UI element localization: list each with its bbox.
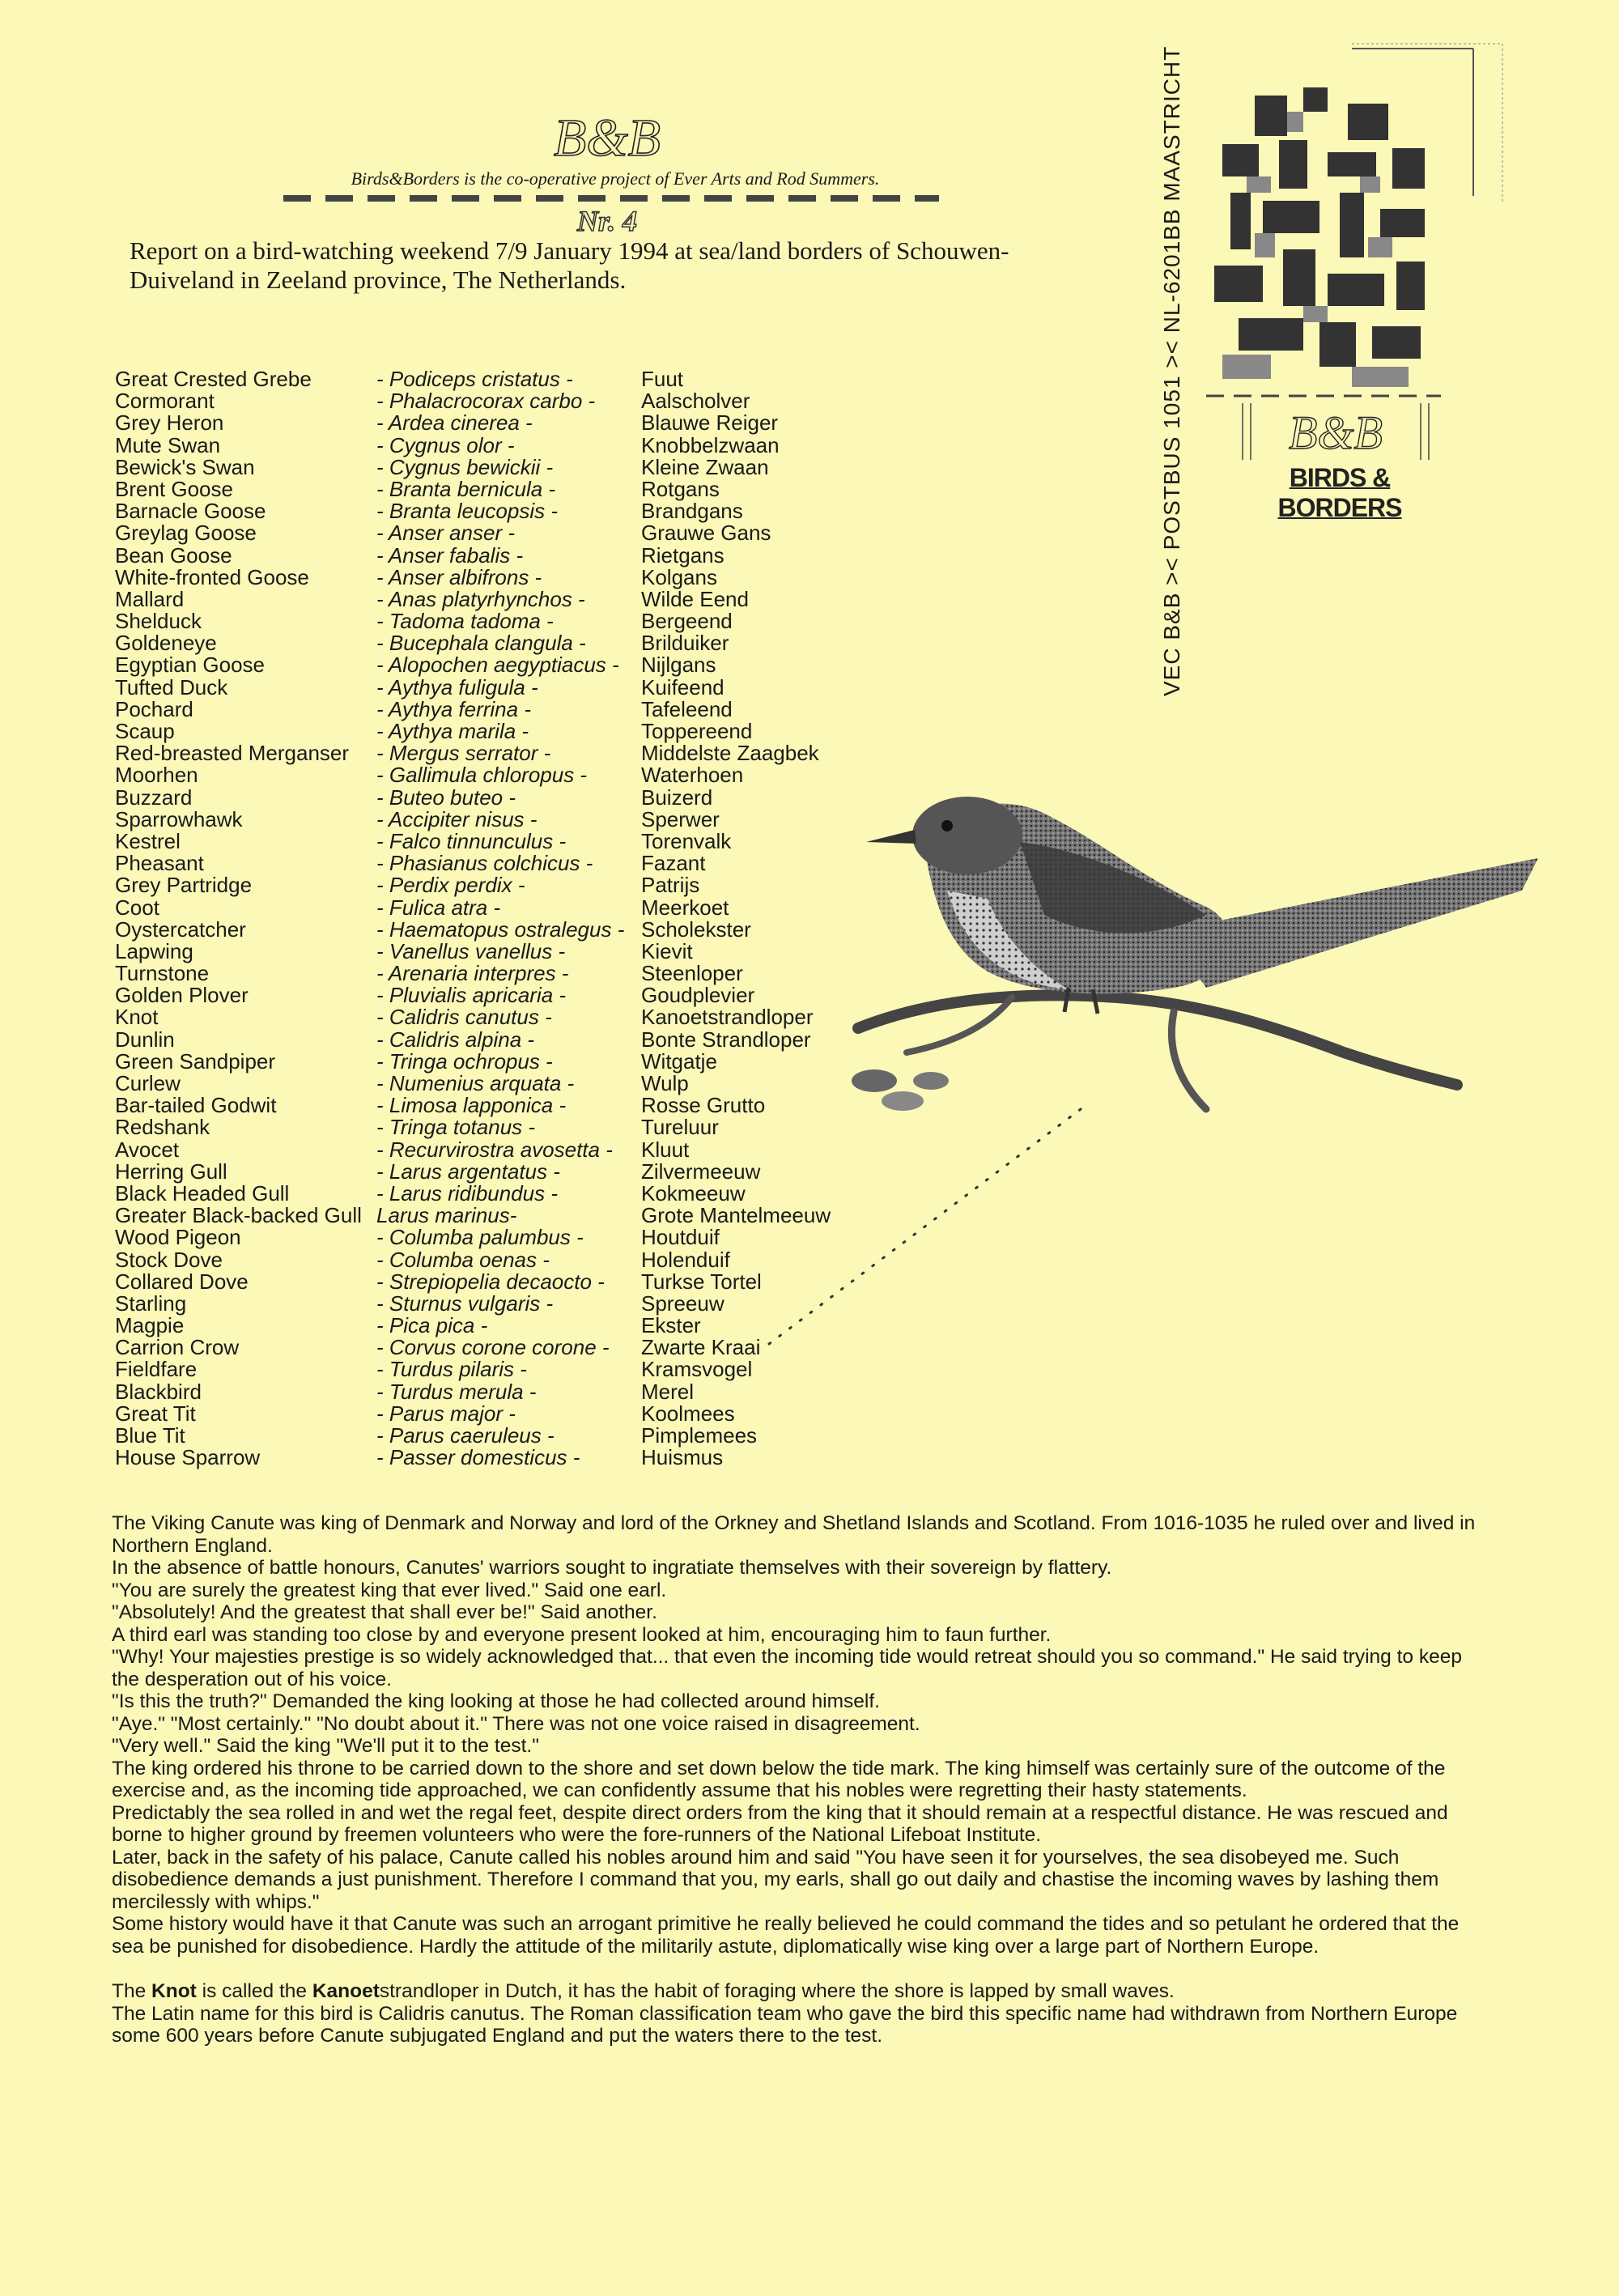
species-row (115, 368, 924, 390)
dutch-name: Brandgans (641, 499, 743, 524)
latin-name: - Aythya ferrina - (376, 696, 531, 721)
dutch-name: Bergeend (641, 609, 733, 634)
latin-name: - Tadoma tadoma - (376, 609, 554, 634)
species-row (115, 564, 924, 589)
dutch-name: Koolmees (641, 1401, 735, 1426)
english-name: Herring Gull (115, 1159, 227, 1184)
dutch-name: Grauwe Gans (641, 521, 771, 546)
species-row (115, 806, 924, 831)
species-row (115, 852, 924, 874)
species-row (115, 874, 924, 896)
species-row (115, 1381, 924, 1403)
latin-name: - Phalacrocorax carbo - (376, 389, 596, 414)
latin-name: - Vanellus vanellus - (376, 938, 566, 963)
story-paragraph: A third earl was standing too close by and everyone present looked at him, encouraging him to faun further. (112, 1623, 1052, 1646)
species-row (115, 1180, 924, 1205)
latin-name: - Pluvialis apricaria - (376, 983, 567, 1008)
latin-name: - Anser fabalis - (376, 542, 524, 568)
knot-note-bold-knot: Knot (151, 1980, 197, 2002)
english-name: Blackbird (115, 1379, 202, 1404)
latin-name: - Larus ridibundus - (376, 1180, 558, 1205)
species-row (115, 1095, 924, 1116)
latin-name: Larus marinus- (376, 1203, 517, 1228)
dutch-name: Toppereend (641, 719, 753, 743)
english-name: Pheasant (115, 851, 204, 876)
story-paragraphs (112, 1512, 1488, 1958)
latin-name: - Mergus serrator - (376, 741, 551, 766)
english-name: Curlew (115, 1071, 181, 1095)
story-paragraph: "Why! Your majesties prestige is so widely acknowledged that... that even the incoming tide would retreat should you so command." He said trying to keep the desperation out of his voice. (112, 1646, 1462, 1690)
species-row (115, 1290, 924, 1316)
latin-name: - Turdus pilaris - (376, 1357, 527, 1382)
latin-name: - Aythya marila - (376, 719, 529, 743)
knot-latin-note: The Latin name for this bird is Calidris canutus. The Roman classification team who gave the bird this specific name had withdrawn from Northern Europe some 600 years before Canute subjugated England and put the waters there to the test. (112, 2002, 1458, 2047)
species-row (115, 1403, 924, 1425)
species-list (115, 368, 924, 1469)
story-paragraph: "Absolutely! And the greatest that shall ever be!" Said another. (112, 1601, 657, 1623)
species-row (115, 696, 924, 721)
species-row (115, 1315, 924, 1337)
story-paragraph: In the absence of battle honours, Canutes' warriors sought to ingratiate themselves with their sovereign by flattery. (112, 1557, 1112, 1579)
decorative-dash-rule (283, 193, 947, 204)
dutch-name: Kramsvogel (641, 1357, 753, 1382)
latin-name: - Ardea cinerea - (376, 410, 533, 436)
dutch-name: Kanoetstrandloper (641, 1005, 814, 1030)
english-name: Magpie (115, 1313, 185, 1338)
species-row (115, 542, 924, 568)
species-row (115, 412, 924, 434)
dutch-name: Tureluur (641, 1115, 719, 1140)
latin-name: - Turdus merula - (376, 1379, 537, 1404)
dutch-name: Bonte Strandloper (641, 1027, 811, 1052)
dutch-name: Huismus (641, 1445, 724, 1470)
english-name: Redshank (115, 1115, 210, 1140)
latin-name: - Limosa lapponica - (376, 1093, 567, 1118)
latin-name: - Aythya fuligula - (376, 674, 538, 699)
latin-name: - Gallimula chloropus - (376, 763, 588, 788)
dutch-name: Scholekster (641, 916, 751, 942)
bb-logo (534, 105, 680, 170)
latin-name: - Calidris canutus - (376, 1005, 552, 1030)
story-paragraph: Some history would have it that Canute was such an arrogant primitive he really believed he could command the tides and so petulant he ordered that the sea be punished for disobedience. Hardly the attitude of the militarily astute, diplomatically wise king over a large part of Northern Europe. (112, 1913, 1460, 1958)
latin-name: - Pica pica - (376, 1313, 488, 1338)
latin-name: - Parus major - (376, 1401, 516, 1426)
english-name: Greylag Goose (115, 521, 257, 546)
species-row (115, 674, 924, 699)
english-name: Bar-tailed Godwit (115, 1093, 277, 1118)
species-row (115, 742, 924, 764)
pixelated-stamp-image (1206, 87, 1441, 395)
english-name: Pochard (115, 696, 193, 721)
latin-name: - Passer domesticus - (376, 1445, 580, 1470)
species-row (115, 963, 924, 984)
species-row (115, 1447, 924, 1469)
story-paragraph: Later, back in the safety of his palace, Canute called his nobles around him and said "You have seen it for yourselves, the sea disobeyed me. Such disobedience demands a just punishment. Therefore I command that you, my earls, shall go out daily and chastise the incoming waves by lashing them mercilessly with whips." (112, 1846, 1439, 1913)
latin-name: - Branta bernicula - (376, 476, 556, 501)
dutch-name: Tafeleend (641, 696, 733, 721)
dutch-name: Rosse Grutto (641, 1093, 766, 1118)
dutch-name: Buizerd (641, 784, 713, 810)
latin-name: - Larus argentatus - (376, 1159, 560, 1184)
english-name: Tufted Duck (115, 674, 228, 699)
english-name: Greater Black-backed Gull (115, 1203, 362, 1228)
species-row (115, 432, 924, 457)
dutch-name: Sperwer (641, 806, 720, 831)
species-row (115, 1205, 924, 1227)
species-row (115, 916, 924, 942)
latin-name: - Calidris alpina - (376, 1027, 535, 1052)
english-name: Lapwing (115, 938, 193, 963)
issue-number: Nr. 4 (576, 205, 638, 237)
latin-name: - Alopochen aegyptiacus - (376, 653, 619, 678)
latin-name: - Anser anser - (376, 521, 515, 546)
dutch-name: Ekster (641, 1313, 701, 1338)
species-row (115, 478, 924, 500)
english-name: Mallard (115, 586, 185, 611)
species-row (115, 984, 924, 1006)
english-name: Black Headed Gull (115, 1180, 290, 1205)
dutch-name: Turkse Tortel (641, 1269, 762, 1294)
story-paragraph: "You are surely the greatest king that ever lived." Said one earl. (112, 1579, 667, 1601)
species-row (115, 1337, 924, 1358)
dutch-name: Kuifeend (641, 674, 725, 699)
english-name: White-fronted Goose (115, 564, 309, 589)
latin-name: - Columba palumbus - (376, 1225, 584, 1250)
dutch-name: Fuut (641, 367, 684, 391)
species-row (115, 1425, 924, 1447)
latin-name: - Falco tinnunculus - (376, 828, 567, 853)
dutch-name: Waterhoen (641, 763, 744, 788)
latin-name: - Fulica atra - (376, 895, 501, 920)
dutch-name: Holenduif (641, 1247, 730, 1272)
dutch-name: Wulp (641, 1071, 689, 1095)
knot-note-text: is called the (196, 1980, 312, 2002)
dutch-name: Kluut (641, 1137, 690, 1162)
species-row (115, 1161, 924, 1183)
species-row (115, 610, 924, 632)
species-row (115, 897, 924, 919)
story-paragraph: "Aye." "Most certainly." "No doubt about it." There was not one voice raised in disagreement. (112, 1712, 920, 1735)
species-row (115, 1029, 924, 1051)
english-name: Coot (115, 895, 159, 920)
english-name: Fieldfare (115, 1357, 198, 1382)
canute-story (112, 1512, 1488, 2047)
dutch-name: Wilde Eend (641, 586, 749, 611)
english-name: Oystercatcher (115, 916, 246, 942)
dutch-name: Meerkoet (641, 895, 729, 920)
latin-name: - Podiceps cristatus - (376, 367, 573, 391)
species-row (115, 1073, 924, 1095)
latin-name: - Buteo buteo - (376, 784, 516, 810)
bird-on-branch-illustration (826, 785, 1538, 1125)
latin-name: - Strepiopelia decaocto - (376, 1269, 605, 1294)
species-row (115, 1249, 924, 1271)
species-row (115, 784, 924, 810)
dutch-name: Witgatje (641, 1048, 717, 1074)
species-row (115, 938, 924, 963)
english-name: Cormorant (115, 389, 215, 414)
species-row (115, 1271, 924, 1293)
stamp-caption: BIRDS & BORDERS (1277, 463, 1402, 522)
latin-name: - Sturnus vulgaris - (376, 1290, 554, 1316)
latin-name: - Bucephala clangula - (376, 631, 586, 656)
english-name: Sparrowhawk (115, 806, 243, 831)
dutch-name: Brilduiker (641, 631, 729, 656)
species-row (115, 828, 924, 853)
english-name: Wood Pigeon (115, 1225, 241, 1250)
species-row (115, 454, 924, 479)
english-name: Great Tit (115, 1401, 196, 1426)
dutch-name: Merel (641, 1379, 695, 1404)
english-name: Mute Swan (115, 432, 221, 457)
dutch-name: Rotgans (641, 476, 720, 501)
english-name: Turnstone (115, 961, 210, 986)
latin-name: - Cygnus olor - (376, 432, 515, 457)
english-name: Shelduck (115, 609, 202, 634)
knot-note-bold-kanoet: Kanoet (312, 1980, 380, 2002)
latin-name: - Haematopus ostralegus - (376, 916, 625, 942)
english-name: Carrion Crow (115, 1335, 240, 1360)
dutch-name: Kokmeeuw (641, 1180, 746, 1205)
bb-logo-text: B&B (554, 108, 661, 168)
dutch-name: Houtduif (641, 1225, 720, 1250)
dutch-name: Torenvalk (641, 828, 732, 853)
species-row (115, 586, 924, 611)
latin-name: - Columba oenas - (376, 1247, 550, 1272)
postal-address: VEC B&B >< POSTBUS 1051 >< NL-6201BB MAASTRICHT (1159, 45, 1184, 696)
story-paragraph: "Very well." Said the king "We'll put it to the test." (112, 1735, 539, 1757)
tagline: Birds&Borders is the co-operative project of Ever Arts and Rod Summers. (351, 168, 880, 189)
english-name: Blue Tit (115, 1423, 185, 1448)
english-name: Brent Goose (115, 476, 233, 501)
dutch-name: Kolgans (641, 564, 717, 589)
story-paragraph: The king ordered his throne to be carried down to the shore and set down below the tide mark. The king himself was certainly sure of the outcome of the exercise and, as the incoming tide approached, we can confidently assume that his nobles were regretting their hasty statements. (112, 1757, 1446, 1801)
report-title: Report on a bird-watching weekend 7/9 January 1994 at sea/land borders of Schouwen-Duiveland in Zeeland province, The Netherlands. (130, 236, 1009, 294)
species-row (115, 500, 924, 522)
english-name: Kestrel (115, 828, 181, 853)
english-name: Goldeneye (115, 631, 217, 656)
dutch-name: Kleine Zwaan (641, 454, 769, 479)
species-row (115, 764, 924, 786)
english-name: Knot (115, 1005, 159, 1030)
english-name: Avocet (115, 1137, 180, 1162)
latin-name: - Accipiter nisus - (376, 806, 538, 831)
latin-name: - Parus caeruleus - (376, 1423, 555, 1448)
species-row (115, 721, 924, 742)
latin-name: - Branta leucopsis - (376, 499, 558, 524)
species-row (115, 1358, 924, 1380)
dutch-name: Grote Mantelmeeuw (641, 1203, 831, 1228)
latin-name: - Anas platyrhynchos - (376, 586, 585, 611)
dutch-name: Steenloper (641, 961, 743, 986)
latin-name: - Numenius arquata - (376, 1071, 575, 1095)
latin-name: - Perdix perdix - (376, 873, 525, 898)
latin-name: - Anser albifrons - (376, 564, 542, 589)
latin-name: - Cygnus bewickii - (376, 454, 554, 479)
latin-name: - Corvus corone corone - (376, 1335, 610, 1360)
english-name: Great Crested Grebe (115, 367, 312, 391)
knot-note (112, 1980, 1488, 2003)
english-name: Moorhen (115, 763, 198, 788)
dutch-name: Knobbelzwaan (641, 432, 780, 457)
english-name: Green Sandpiper (115, 1048, 276, 1074)
knot-note-text: strandloper in Dutch, it has the habit of foraging where the shore is lapped by small waves. (379, 1980, 1175, 2002)
english-name: Scaup (115, 719, 175, 743)
dutch-name: Nijlgans (641, 653, 716, 678)
english-name: Red-breasted Merganser (115, 741, 350, 766)
species-row (115, 632, 924, 654)
latin-name: - Arenaria interpres - (376, 961, 569, 986)
dutch-name: Goudplevier (641, 983, 755, 1008)
dutch-name: Zwarte Kraai (641, 1335, 761, 1360)
story-paragraph: The Viking Canute was king of Denmark and Norway and lord of the Orkney and Shetland Islands and Scotland. From 1016-1035 he ruled over and lived in Northern England. (112, 1512, 1476, 1557)
english-name: Grey Partridge (115, 873, 253, 898)
english-name: Collared Dove (115, 1269, 249, 1294)
english-name: House Sparrow (115, 1445, 261, 1470)
english-name: Dunlin (115, 1027, 175, 1052)
dutch-name: Pimplemees (641, 1423, 758, 1448)
english-name: Golden Plover (115, 983, 249, 1008)
english-name: Buzzard (115, 784, 193, 810)
stamp-logo-text: B&B (1289, 406, 1383, 459)
species-row (115, 390, 924, 412)
latin-name: - Phasianus colchicus - (376, 851, 593, 876)
dutch-name: Rietgans (641, 542, 725, 568)
species-row (115, 1227, 924, 1248)
dutch-name: Middelste Zaagbek (641, 741, 819, 766)
latin-name: - Tringa ochropus - (376, 1048, 553, 1074)
story-paragraph: "Is this the truth?" Demanded the king looking at those he had collected around himself. (112, 1690, 880, 1712)
stamp-bb-logo (1239, 403, 1433, 460)
dutch-name: Zilvermeeuw (641, 1159, 761, 1184)
english-name: Bean Goose (115, 542, 232, 568)
latin-name: - Recurvirostra avosetta - (376, 1137, 613, 1162)
latin-name: - Tringa totanus - (376, 1115, 536, 1140)
dutch-name: Patrijs (641, 873, 700, 898)
english-name: Stock Dove (115, 1247, 223, 1272)
english-name: Egyptian Goose (115, 653, 266, 678)
english-name: Grey Heron (115, 410, 224, 436)
english-name: Bewick's Swan (115, 454, 255, 479)
species-row (115, 1006, 924, 1028)
english-name: Barnacle Goose (115, 499, 266, 524)
species-row (115, 654, 924, 676)
dutch-name: Fazant (641, 851, 706, 876)
english-name: Starling (115, 1290, 187, 1316)
species-row (115, 522, 924, 544)
species-row (115, 1116, 924, 1138)
dutch-name: Aalscholver (641, 389, 750, 414)
species-row (115, 1139, 924, 1161)
dutch-name: Blauwe Reiger (641, 410, 779, 436)
stamp-dash-rule (1206, 392, 1441, 400)
knot-note-text: The (112, 1980, 152, 2002)
dutch-name: Spreeuw (641, 1290, 725, 1316)
species-row (115, 1048, 924, 1074)
story-paragraph: Predictably the sea rolled in and wet the regal feet, despite direct orders from the king that it should remain at a respectful distance. He was rescued and borne to higher ground by freemen volunteers who were the fore-runners of the National Lifeboat Institute. (112, 1801, 1448, 1846)
dutch-name: Kievit (641, 938, 693, 963)
